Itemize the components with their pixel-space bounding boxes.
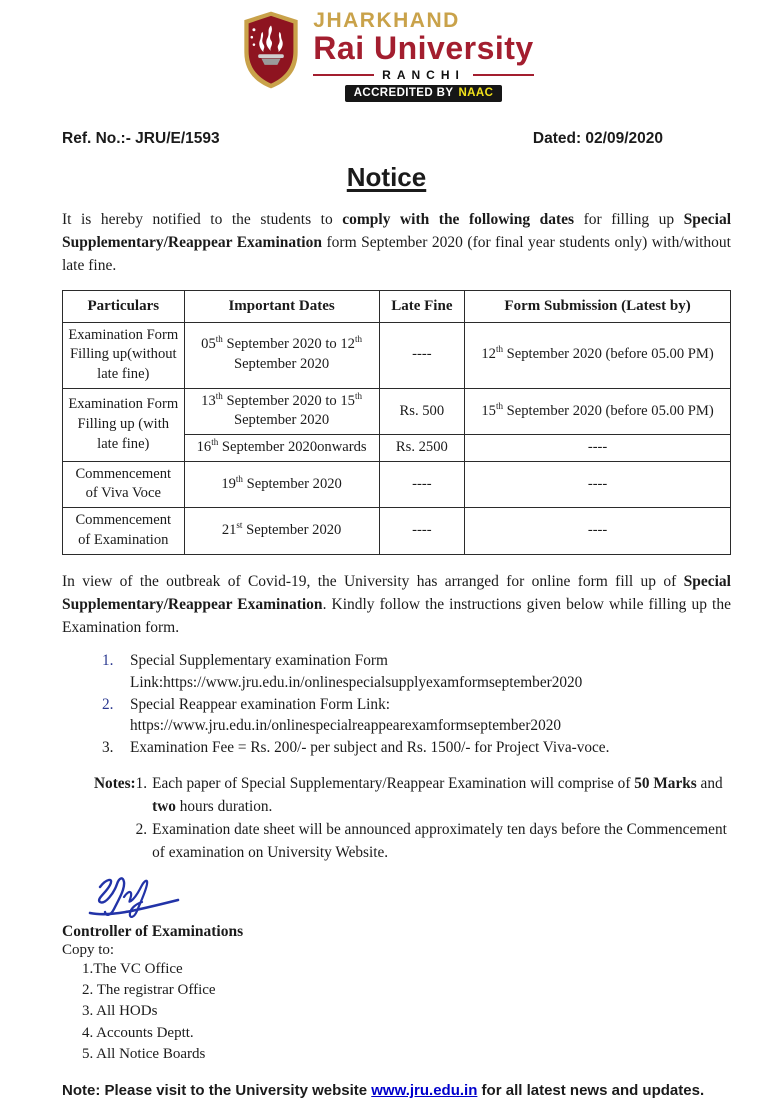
logo-city-name: RANCHI [382, 67, 465, 82]
cell-dates: 05th September 2020 to 12th September 2020 [184, 322, 379, 388]
note-item: 2. Examination date sheet will be announced approximately ten days before the Commencement of examination on University Website. [136, 819, 731, 865]
exam-dates-table [62, 290, 731, 554]
ranchi-rule-right [473, 74, 534, 76]
page-title: Notice [346, 161, 427, 192]
table-row [63, 322, 731, 388]
logo-state-name: JHARKHAND [313, 9, 460, 32]
list-item [102, 737, 731, 759]
cell-submission: 12th September 2020 (before 05.00 PM) [465, 322, 731, 388]
cell-particulars: Examination Form Filling up(without late fine) [63, 322, 185, 388]
accreditation-badge [345, 85, 503, 102]
list-item: 3. All HODs [82, 1003, 158, 1020]
list-item [102, 694, 731, 737]
copy-to-label: Copy to: [62, 941, 115, 958]
note-text: Examination date sheet will be announced approximately ten days before the Commencement of examination on University Website. [152, 820, 727, 861]
col-late-fine: Late Fine [379, 291, 465, 322]
col-important-dates: Important Dates [184, 291, 379, 322]
table-header-row [63, 291, 731, 322]
cell-submission: ---- [465, 435, 731, 462]
covid-paragraph: In view of the outbreak of Covid-19, the University has arranged for online form fill up of Special Supplementary/Reappear Examination. Kindly follow the instructions given below while filling up the Examination form. [62, 572, 731, 637]
cell-fine: Rs. 500 [379, 388, 465, 434]
copy-to-list [82, 959, 731, 1065]
notice-body [62, 208, 731, 1065]
cell-particulars: Commencement of Examination [63, 508, 185, 554]
note-item: 1. Each paper of Special Supplementary/Reappear Examination will comprise of 50 Marks and two hours duration. [135, 774, 723, 815]
university-shield-icon [239, 10, 303, 95]
table-row [63, 388, 731, 434]
notice-date: Dated: 02/09/2020 [532, 129, 663, 147]
item-number: 1. [102, 652, 114, 670]
reference-row [62, 130, 731, 148]
item-text: Special Reappear examination Form Link: [130, 695, 390, 713]
cell-particulars: Commencement of Viva Voce [63, 461, 185, 507]
item-number: 2. [102, 695, 114, 713]
table-row [63, 461, 731, 507]
badge-prefix: ACCREDITED BY [353, 86, 454, 99]
university-logo [0, 0, 773, 102]
list-item [102, 650, 731, 693]
signature-icon [86, 873, 731, 925]
intro-paragraph: It is hereby notified to the students to comply with the following dates for filling up Special Supplementary/Reappear Examination form September 2020 (for final year students only) with/without late fine. [62, 210, 732, 275]
cell-dates: 19th September 2020 [184, 461, 379, 507]
reappear-form-url: https://www.jru.edu.in/onlinespecialreappearexamformseptember2020 [130, 717, 562, 735]
bottom-note: Note: Please visit to the University website www.jru.edu.in for all latest news and updates. [62, 1082, 705, 1099]
notes-label: Notes: [94, 774, 136, 792]
item-number: 3. [102, 739, 114, 757]
item-text: Examination Fee = Rs. 200/- per subject and Rs. 1500/- for Project Viva-voce. [130, 739, 610, 757]
list-item: 4. Accounts Deptt. [82, 1024, 194, 1041]
cell-fine: ---- [379, 508, 465, 554]
cell-dates: 16th September 2020onwards [184, 435, 379, 462]
col-form-submission: Form Submission (Latest by) [465, 291, 731, 322]
table-row [63, 508, 731, 554]
cell-fine: Rs. 2500 [379, 435, 465, 462]
cell-fine: ---- [379, 322, 465, 388]
cell-fine: ---- [379, 461, 465, 507]
list-item: 1.The VC Office [82, 960, 183, 977]
item-text: Special Supplementary examination Form [130, 652, 388, 670]
reference-number: Ref. No.:- JRU/E/1593 [62, 129, 220, 147]
instructions-list [102, 650, 731, 759]
col-particulars: Particulars [63, 291, 185, 322]
list-item: 2. The registrar Office [82, 981, 216, 998]
logo-university-name: Rai University [313, 30, 534, 67]
supplementary-form-url: Link:https://www.jru.edu.in/onlinespecialsupplyexamformseptember2020 [130, 673, 583, 691]
ranchi-rule-left [313, 74, 374, 76]
university-website-link[interactable]: www.jru.edu.in [371, 1082, 478, 1099]
cell-submission: 15th September 2020 (before 05.00 PM) [465, 388, 731, 434]
cell-dates: 21st September 2020 [184, 508, 379, 554]
cell-dates: 13th September 2020 to 15th September 2020 [184, 388, 379, 434]
notes-section [94, 773, 731, 865]
cell-particulars: Examination Form Filling up (with late fine) [63, 388, 185, 461]
badge-naac: NAAC [458, 86, 494, 99]
list-item: 5. All Notice Boards [82, 1045, 206, 1062]
cell-submission: ---- [465, 461, 731, 507]
cell-submission: ---- [465, 508, 731, 554]
signatory-title: Controller of Examinations [62, 922, 244, 940]
